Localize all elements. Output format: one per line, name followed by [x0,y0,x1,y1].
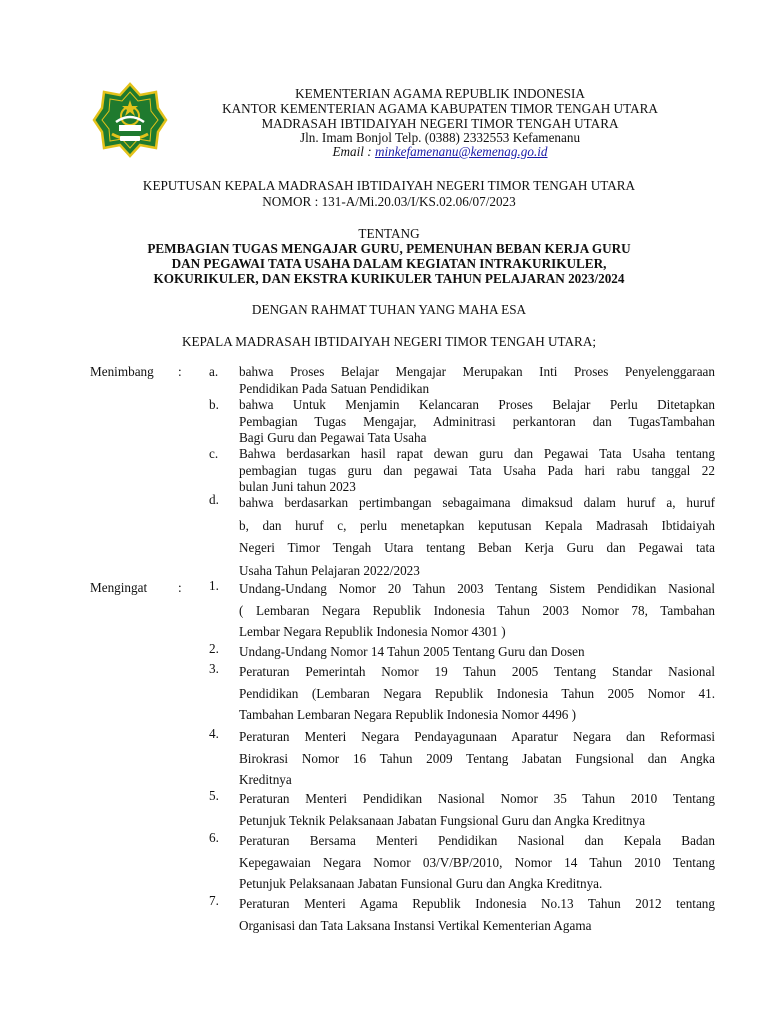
mengingat-item [239,578,715,643]
mengingat-mark: 1. [209,578,219,593]
mengingat-item-line: Peraturan Menteri Pendidikan Nasional Nomor 35 Tahun 2010 Tentang [239,791,715,806]
decree-title: KEPUTUSAN KEPALA MADRASAH IBTIDAIYAH NEGERI TIMOR TENGAH UTARA [142,178,636,193]
menimbang-mark: d. [209,492,219,507]
mengingat-item-line: Peraturan Menteri Agama Republik Indonesia No.13 Tahun 2012 tentang [239,896,715,911]
menimbang-item-line: Bagi Guru dan Pegawai Tata Usaha [239,430,427,445]
menimbang-item-line: Usaha Tahun Pelajaran 2022/2023 [239,562,420,578]
mengingat-item-line: ( Lembaran Negara Republik Indonesia Tahun 2003 Nomor 78, Tambahan [239,602,715,618]
menimbang-item [239,364,715,397]
mengingat-label: Mengingat [90,580,148,595]
menimbang-item-line: b, dan huruf c, perlu menetapkan keputusan Kepala Madrasah Ibtidaiyah [239,517,715,533]
mengingat-mark: 5. [209,788,219,803]
mengingat-item-line: Lembar Negara Republik Indonesia Nomor 4301 ) [239,624,506,639]
mengingat-item [239,893,715,936]
menimbang-item-line: bahwa Proses Belajar Mengajar Merupakan Inti Proses Penyelenggaraan [239,364,715,379]
mengingat-item-line: Kepegawaian Negara Nomor 03/V/BP/2010, Nomor 14 Tahun 2010 Tentang [239,854,715,870]
authority: KEPALA MADRASAH IBTIDAIYAH NEGERI TIMOR TENGAH UTARA; [181,334,597,349]
mengingat-item [239,830,715,895]
mengingat-mark: 7. [209,893,219,908]
menimbang-item-line: bulan Juni tahun 2023 [239,479,356,494]
mengingat-item-line: Organisasi dan Tata Laksana Instansi Vertikal Kementerian Agama [239,917,592,933]
mengingat-item-line: Birokrasi Nomor 16 Tahun 2009 Tentang Jabatan Fungsional dan Angka [239,750,715,766]
mengingat-colon: : [178,580,182,595]
mengingat-item-line: Petunjuk Teknik Pelaksanaan Jabatan Fungsional Guru dan Angka Kreditnya [239,812,646,828]
mengingat-item [239,726,715,791]
ministry-logo [92,82,168,158]
mengingat-item-line: Tambahan Lembaran Negara Republik Indonesia Nomor 4496 ) [239,707,577,722]
mengingat-item-line: Pendidikan (Lembaran Negara Republik Indonesia Tahun 2005 Nomor 41. [239,685,715,701]
menimbang-item-line: bahwa berdasarkan pertimbangan sebagaimana dimaksud dalam huruf a, huruf [239,495,715,510]
mengingat-item-line: Kreditnya [239,772,292,787]
mengingat-item [239,788,715,831]
email-link[interactable]: minkefamenanu@kemenag.go.id [374,144,548,159]
menimbang-item [239,397,715,447]
mengingat-mark: 3. [209,661,219,676]
menimbang-item [239,492,715,582]
mengingat-item-line: Undang-Undang Nomor 14 Tahun 2005 Tentang Guru dan Dosen [239,644,585,659]
menimbang-item-line: Negeri Timor Tengah Utara tentang Beban Kerja Guru dan Pegawai tata [239,540,715,555]
menimbang-item-line: Pendidikan Pada Satuan Pendidikan [239,380,430,396]
menimbang-colon: : [178,364,182,379]
mengingat-item-line: Petunjuk Pelaksanaan Jabatan Funsional Guru dan Angka Kreditnya. [239,876,603,891]
mengingat-item-line: Peraturan Pemerintah Nomor 19 Tahun 2005 Tentang Standar Nasional [239,664,715,679]
menimbang-item-line: Pembagian Tugas Mengajar, Adminitrasi perkantoran dan TugasTambahan [239,413,715,429]
menimbang-item-line: Bahwa berdasarkan hasil rapat dewan guru dan Pegawai Tata Usaha tentang [239,446,715,461]
school-name: MADRASAH IBTIDAIYAH NEGERI TIMOR TENGAH UTARA [261,116,619,131]
mengingat-item-line: Peraturan Bersama Menteri Pendidikan Nasional dan Kepala Badan [239,833,715,848]
subject-line-3: KOKURIKULER, DAN EKSTRA KURIKULER TAHUN PELAJARAN 2023/2024 [153,271,625,286]
decree-number: NOMOR : 131-A/Mi.20.03/I/KS.02.06/07/2023 [262,194,516,209]
menimbang-item-line: pembagian tugas guru dan pegawai Tata Usaha Pada hari rabu tanggal 22 [239,462,715,478]
menimbang-mark: c. [209,446,219,461]
menimbang-item [239,446,715,496]
mengingat-item [239,661,715,726]
mengingat-item [239,641,715,663]
mengingat-mark: 2. [209,641,219,656]
mengingat-mark: 4. [209,726,219,741]
subject-line-2: DAN PEGAWAI TATA USAHA DALAM KEGIATAN INTRAKURIKULER, [171,256,607,271]
ministry-name: KEMENTERIAN AGAMA REPUBLIK INDONESIA [295,86,585,101]
email-line [180,144,700,160]
school-address: Jln. Imam Bonjol Telp. (0388) 2332553 Kefamenanu [299,130,581,145]
office-name: KANTOR KEMENTERIAN AGAMA KABUPATEN TIMOR TENGAH UTARA [222,101,658,116]
menimbang-item-line: bahwa Untuk Menjamin Kelancaran Proses Belajar Perlu Ditetapkan [239,397,715,412]
email-label: Email : [332,144,375,159]
subject-line-1: PEMBAGIAN TUGAS MENGAJAR GURU, PEMENUHAN BEBAN KERJA GURU [147,241,631,256]
mengingat-mark: 6. [209,830,219,845]
menimbang-label: Menimbang [90,364,154,379]
mengingat-item-line: Peraturan Menteri Negara Pendayagunaan Aparatur Negara dan Reformasi [239,729,715,744]
tentang-heading: TENTANG [358,226,420,241]
blessing: DENGAN RAHMAT TUHAN YANG MAHA ESA [251,302,527,317]
menimbang-mark: b. [209,397,219,412]
menimbang-mark: a. [209,364,219,379]
mengingat-item-line: Undang-Undang Nomor 20 Tahun 2003 Tentang Sistem Pendidikan Nasional [239,581,715,596]
